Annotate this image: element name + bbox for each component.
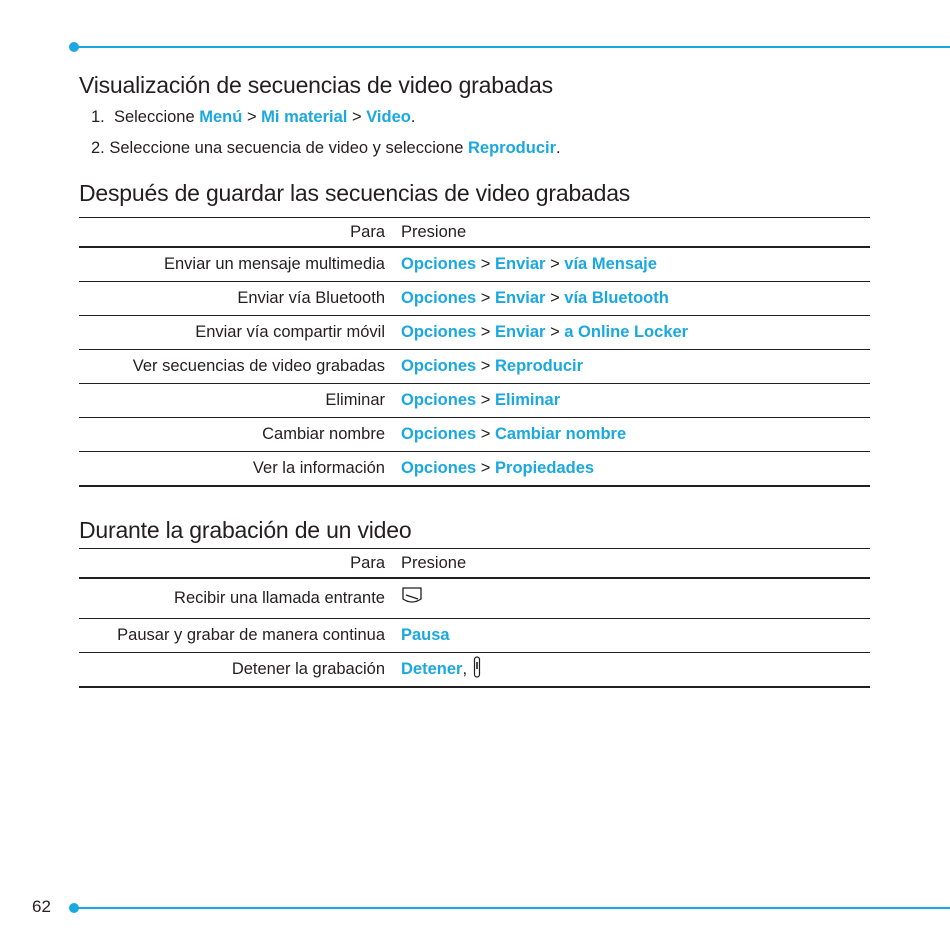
separator: >	[550, 289, 560, 307]
row-keys	[401, 452, 870, 487]
table-header-row	[79, 218, 870, 248]
section-viewing-videos	[79, 72, 870, 158]
row-keys	[401, 282, 870, 316]
step-end: .	[556, 139, 561, 157]
separator: >	[550, 255, 560, 273]
key-label: Opciones	[401, 357, 477, 375]
separator: >	[480, 323, 491, 341]
separator: >	[480, 289, 491, 307]
play-link: Reproducir	[468, 139, 557, 157]
my-stuff-link: Mi material	[261, 108, 348, 126]
section-title-viewing: Visualización de secuencias de video grabadas	[79, 72, 553, 98]
key-label: Opciones	[401, 391, 477, 409]
table-header-row	[79, 549, 870, 579]
table-row	[79, 452, 870, 487]
row-action: Pausar y grabar de manera continua	[79, 619, 401, 653]
table-row	[79, 247, 870, 282]
separator: >	[351, 108, 362, 126]
key-label: Opciones	[401, 289, 477, 307]
key-label: Eliminar	[495, 391, 561, 409]
steps-list	[91, 107, 870, 158]
table-row	[79, 418, 870, 452]
step-number: 2.	[91, 139, 105, 157]
key-label: Opciones	[401, 459, 477, 477]
section-title-after-saving: Después de guardar las secuencias de video grabadas	[79, 180, 631, 206]
key-label: Opciones	[401, 425, 477, 443]
key-label: vía Bluetooth	[564, 289, 669, 307]
key-label: Reproducir	[495, 357, 584, 375]
row-keys	[401, 247, 870, 282]
table-row	[79, 653, 870, 688]
header-presione: Presione	[401, 549, 870, 579]
row-keys	[401, 384, 870, 418]
key-label: a Online Locker	[564, 323, 689, 341]
row-keys	[401, 578, 870, 619]
step-1	[91, 107, 870, 127]
key-label: vía Mensaje	[564, 255, 657, 273]
key-label: Propiedades	[495, 459, 595, 477]
row-action: Eliminar	[79, 384, 401, 418]
comma-separator: ,	[462, 659, 472, 678]
separator: >	[480, 459, 491, 477]
key-label: Detener	[401, 659, 463, 678]
page-content	[79, 72, 870, 688]
table-row	[79, 384, 870, 418]
header-para: Para	[79, 218, 401, 248]
row-keys	[401, 653, 870, 688]
page-number: 62	[32, 897, 51, 916]
send-key-icon	[401, 586, 423, 611]
row-keys	[401, 350, 870, 384]
row-action: Enviar vía Bluetooth	[79, 282, 401, 316]
separator: >	[480, 255, 491, 273]
row-keys	[401, 418, 870, 452]
row-keys	[401, 316, 870, 350]
step-text: Seleccione	[113, 108, 200, 126]
row-keys	[401, 619, 870, 653]
bottom-rule-line	[74, 907, 950, 909]
key-label: Opciones	[401, 255, 477, 273]
row-action: Ver secuencias de video grabadas	[79, 350, 401, 384]
after-saving-table	[79, 217, 870, 487]
during-recording-table	[79, 548, 870, 688]
table-row	[79, 578, 870, 619]
header-para: Para	[79, 549, 401, 579]
separator: >	[246, 108, 257, 126]
header-presione: Presione	[401, 218, 870, 248]
key-label: Enviar	[495, 289, 546, 307]
separator: >	[480, 391, 491, 409]
step-end: .	[410, 108, 416, 126]
side-camera-key-icon	[472, 656, 482, 683]
table-row	[79, 350, 870, 384]
row-action: Enviar vía compartir móvil	[79, 316, 401, 350]
row-action: Enviar un mensaje multimedia	[79, 247, 401, 282]
top-rule-line	[74, 46, 950, 48]
step-2	[91, 138, 870, 158]
section-after-saving	[79, 180, 870, 487]
section-title-during-recording: Durante la grabación de un video	[79, 517, 412, 543]
key-label: Pausa	[401, 626, 450, 644]
section-during-recording	[79, 517, 870, 688]
video-link: Video	[366, 108, 411, 126]
row-action: Cambiar nombre	[79, 418, 401, 452]
separator: >	[550, 323, 560, 341]
row-action: Detener la grabación	[79, 653, 401, 688]
table-row	[79, 619, 870, 653]
key-label: Enviar	[495, 323, 546, 341]
step-number: 1.	[91, 108, 105, 126]
menu-link: Menú	[199, 108, 243, 126]
row-action: Recibir una llamada entrante	[79, 578, 401, 619]
key-label: Opciones	[401, 323, 477, 341]
table-row	[79, 282, 870, 316]
table-row	[79, 316, 870, 350]
separator: >	[480, 425, 491, 443]
row-action: Ver la información	[79, 452, 401, 487]
key-label: Enviar	[495, 255, 546, 273]
key-label: Cambiar nombre	[495, 425, 627, 443]
step-text: Seleccione una secuencia de video y seleccione	[109, 139, 469, 157]
separator: >	[480, 357, 491, 375]
